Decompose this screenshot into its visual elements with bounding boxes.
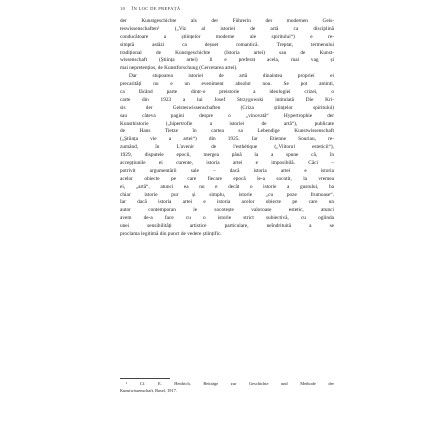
- text-line: ca făcând parte dintr-o preistorie a ideologiei crizei, o: [120, 89, 334, 96]
- text-line: Kunsthistorie („hipertrofie a istoriei de artă“), publicate: [120, 120, 334, 127]
- text-line: potrivit argumentării sale – dacă istoria artei e istoria: [120, 167, 334, 174]
- text-line: proclama legitimă din punct de vedere științific.: [120, 231, 222, 238]
- text-line: carte din 1923 a lui Josef Strzygowski intitulată Die Kri-: [120, 96, 334, 103]
- text-line: precarități nu e un eveniment absolut nou. Se pot aminti,: [120, 81, 334, 88]
- text-line: teswissenschaften¹ („Viz al istoriei de artă ca disciplină: [120, 25, 334, 32]
- text-line: acelor obiecte pe care fiecare epocă le-a socotit, la vremea: [120, 175, 334, 182]
- text-line: ei, „artă“, atunci ea nu e decât o istorie a gustului, ba: [120, 183, 334, 190]
- footnote-line: ¹ Cf. E. Heidrich, Beiträge zur Geschichte und Methode der: [126, 381, 334, 386]
- text-line: sis der Geisteswissenschaften (Criza științelor spiritului): [120, 104, 334, 111]
- text-line: unei sensibilități artistice particulare, neîndrituită a se: [120, 223, 334, 230]
- text-line: Iar dacă istoria artei e istoria acelor obiecte pe care un: [120, 199, 334, 206]
- body-text: [120, 18, 334, 239]
- text-line: zumând, în L'avenir de l'esthétique („Viitorul esteticii“),: [120, 144, 334, 151]
- text-line: („Știința vie a artei“) din 1925. Iar Étienne Souriau, re-: [120, 136, 334, 143]
- text-line: wissenschaft (Știința artei) li e preferat acela, mai vag și: [120, 57, 334, 64]
- text-line: accepțiunile ei curente, istoria artei e imposibilă. Căci –: [120, 160, 334, 167]
- running-title: ÎN LOC DE PREFAȚĂ: [131, 6, 181, 11]
- footnote-separator: [120, 378, 170, 379]
- page-number: 10: [120, 6, 126, 11]
- footnotes: [120, 381, 334, 394]
- text-line: der Kunstgeschichte als der Führerin der modernen Geis-: [120, 18, 334, 24]
- text-line: tradițional de Kunstgeschichte (Istoria artei) sau de Kunst-: [120, 49, 334, 56]
- footnote-line: Kunstwissenschaft, Basel, 1917.: [120, 387, 177, 393]
- text-line: chiar istorie pur și simplu, istorie „cu poze frumoase“.: [120, 191, 334, 198]
- text-line: autor contemporan le socotește valoroase estetic, atunci: [120, 207, 334, 214]
- text-line: sau câteva pagini despre o „vinovată“ Hypertrophie der: [120, 112, 334, 119]
- text-line: 1929, disputele epocii, mergea până la a spune că, în: [120, 152, 334, 159]
- text-line: avem de-a face cu o istorie strict subiectivă, cu oglinda: [120, 215, 334, 222]
- text-line: Dar stupoarea istoriei de artă dinaintea propriei ei: [129, 73, 334, 80]
- running-header: [120, 6, 350, 11]
- text-line: simptă astăzi ca deșuet romantică. Treptat, termenului: [120, 41, 334, 48]
- text-line: de Hans Tietze în cartea sa Lebendige Kunstwissenschaft: [120, 128, 334, 135]
- text-line: conducătoare a științelor moderne ale spiritului“) e re-: [120, 33, 334, 40]
- text-line: mai nepretențios, de Kunstforschung (Cercetarea artei).: [120, 65, 238, 72]
